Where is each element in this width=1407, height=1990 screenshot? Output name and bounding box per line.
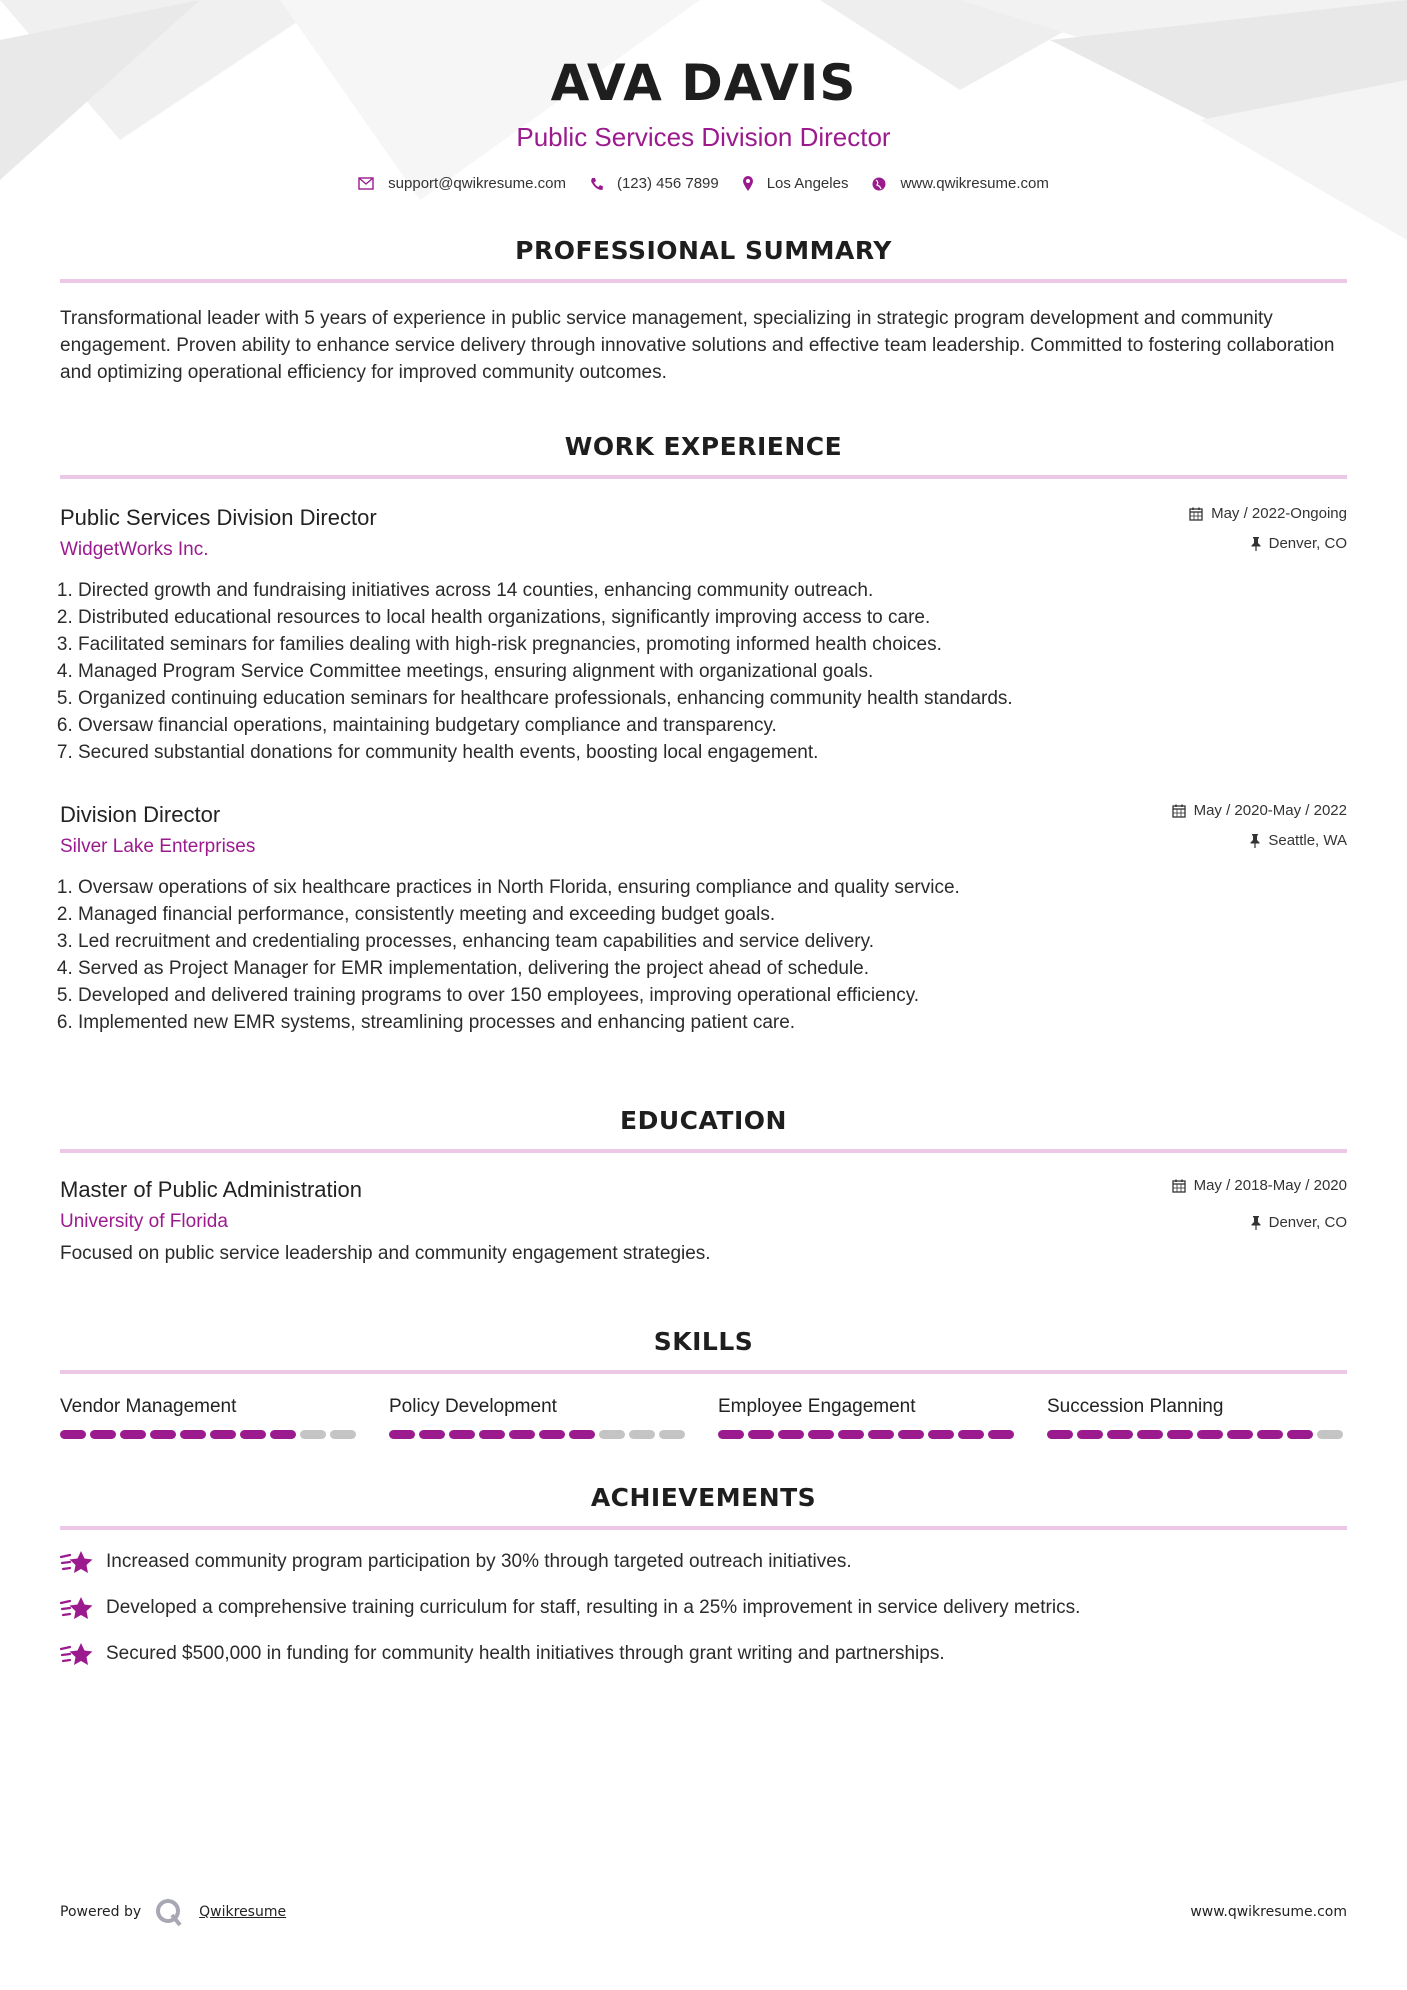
bullet-item: 4. Served as Project Manager for EMR implementation, delivering the project ahead of schedule.: [78, 955, 1347, 982]
bullet-item: 3. Facilitated seminars for families dealing with high-risk pregnancies, promoting informed health choices.: [78, 631, 1347, 658]
achievement-text: Secured $500,000 in funding for community health initiatives through grant writing and partnerships.: [106, 1643, 945, 1664]
candidate-name: AVA DAVIS: [550, 54, 857, 112]
envelope-icon: [358, 177, 374, 190]
skill-item: [60, 1396, 360, 1439]
job-dates: May / 2020-May / 2022: [1193, 802, 1347, 819]
calendar-icon: [1172, 804, 1186, 818]
achievement-item: [60, 1548, 1347, 1576]
skill-dot-filled: [479, 1430, 505, 1439]
page-footer: [60, 1898, 1347, 1926]
contact-email-text: support@qwikresume.com: [388, 175, 566, 192]
education-section: [60, 1106, 1347, 1265]
job-title: Public Services Division Director: [60, 505, 377, 530]
degree-title: Master of Public Administration: [60, 1177, 363, 1202]
section-divider: [60, 279, 1347, 283]
skill-dot-filled: [180, 1430, 206, 1439]
skill-dot-empty: [1317, 1430, 1343, 1439]
shooting-star-icon: [60, 1594, 94, 1622]
skill-name: Vendor Management: [60, 1396, 237, 1417]
skill-dot-filled: [389, 1430, 415, 1439]
skill-dot-filled: [1077, 1430, 1103, 1439]
section-divider: [60, 1370, 1347, 1374]
pushpin-icon: [1251, 1216, 1261, 1230]
skill-dot-filled: [748, 1430, 774, 1439]
powered-by-label: Powered by: [60, 1904, 142, 1920]
contact-email[interactable]: [358, 175, 566, 192]
footer-website-link[interactable]: www.qwikresume.com: [1190, 1904, 1347, 1920]
skill-dot-empty: [330, 1430, 356, 1439]
skill-dot-empty: [629, 1430, 655, 1439]
skill-rating: [60, 1430, 360, 1439]
job-bullets: [60, 874, 1347, 1036]
skill-dot-empty: [599, 1430, 625, 1439]
skills-list: [60, 1396, 1347, 1439]
section-title-education: EDUCATION: [620, 1106, 787, 1135]
skills-section: [60, 1327, 1347, 1439]
education-dates: May / 2018-May / 2020: [1193, 1177, 1347, 1194]
experience-section: [60, 432, 1347, 1036]
bullet-item: 7. Secured substantial donations for community health events, boosting local engagement.: [78, 739, 1347, 766]
qwikresume-logo-icon: [155, 1898, 185, 1926]
globe-icon: [872, 177, 886, 191]
skill-dot-filled: [718, 1430, 744, 1439]
skill-rating: [389, 1430, 689, 1439]
job-entry: [60, 802, 1347, 1036]
pushpin-icon: [1251, 537, 1261, 551]
bullet-item: 1. Oversaw operations of six healthcare practices in North Florida, ensuring compliance and quality service.: [78, 874, 1347, 901]
calendar-icon: [1189, 507, 1203, 521]
skill-item: [718, 1396, 1018, 1439]
achievement-text: Increased community program participation by 30% through targeted outreach initiatives.: [106, 1551, 852, 1572]
skill-dot-filled: [240, 1430, 266, 1439]
skill-dot-filled: [838, 1430, 864, 1439]
skill-item: [1047, 1396, 1347, 1439]
section-divider: [60, 1149, 1347, 1153]
company-name: Silver Lake Enterprises: [60, 836, 256, 857]
contact-bar: [60, 175, 1347, 192]
skill-dot-filled: [868, 1430, 894, 1439]
skill-dot-filled: [270, 1430, 296, 1439]
education-description: Focused on public service leadership and community engagement strategies.: [60, 1243, 711, 1264]
skill-dot-filled: [210, 1430, 236, 1439]
map-marker-icon: [743, 176, 753, 191]
summary-section: [60, 236, 1347, 386]
skill-rating: [718, 1430, 1018, 1439]
education-location: Denver, CO: [1268, 1214, 1347, 1231]
summary-text: Transformational leader with 5 years of experience in public service management, specializing in strategic program development and community engagement. Proven ability to enhance service delivery through innovative solutions and effective team leadership. Committed to fostering collaboration and optimizing operational efficiency for improved community outcomes.: [60, 308, 1335, 383]
job-entry: [60, 505, 1347, 766]
job-bullets: [60, 577, 1347, 766]
job-location: Denver, CO: [1268, 535, 1347, 552]
qwikresume-link[interactable]: Qwikresume: [199, 1904, 287, 1920]
skill-dot-filled: [1047, 1430, 1073, 1439]
bullet-item: 2. Distributed educational resources to local health organizations, significantly improving access to care.: [78, 604, 1347, 631]
phone-icon: [590, 177, 603, 191]
section-title-achievements: ACHIEVEMENTS: [590, 1483, 817, 1512]
bullet-item: 3. Led recruitment and credentialing processes, enhancing team capabilities and service delivery.: [78, 928, 1347, 955]
achievement-item: [60, 1594, 1347, 1622]
contact-phone[interactable]: [590, 175, 719, 192]
section-divider: [60, 475, 1347, 479]
skill-dot-filled: [60, 1430, 86, 1439]
section-title-experience: WORK EXPERIENCE: [564, 432, 843, 461]
achievement-item: [60, 1640, 1347, 1668]
section-title-skills: SKILLS: [653, 1327, 754, 1356]
bullet-item: 1. Directed growth and fundraising initiatives across 14 counties, enhancing community outreach.: [78, 577, 1347, 604]
bullet-item: 5. Developed and delivered training programs to over 150 employees, improving operational efficiency.: [78, 982, 1347, 1009]
skill-name: Employee Engagement: [718, 1396, 916, 1417]
skill-rating: [1047, 1430, 1347, 1439]
skill-dot-filled: [988, 1430, 1014, 1439]
section-divider: [60, 1526, 1347, 1530]
bullet-item: 4. Managed Program Service Committee meetings, ensuring alignment with organizational goals.: [78, 658, 1347, 685]
calendar-icon: [1172, 1179, 1186, 1193]
contact-website-text: www.qwikresume.com: [900, 175, 1049, 192]
skill-dot-filled: [1227, 1430, 1253, 1439]
skill-dot-filled: [1167, 1430, 1193, 1439]
skill-dot-filled: [150, 1430, 176, 1439]
skill-dot-filled: [1287, 1430, 1313, 1439]
skill-dot-filled: [1197, 1430, 1223, 1439]
skill-dot-filled: [569, 1430, 595, 1439]
skill-dot-filled: [898, 1430, 924, 1439]
skill-dot-filled: [1257, 1430, 1283, 1439]
shooting-star-icon: [60, 1640, 94, 1668]
skill-dot-filled: [539, 1430, 565, 1439]
education-entry: [60, 1177, 1347, 1265]
achievement-text: Developed a comprehensive training curriculum for staff, resulting in a 25% improvement in service delivery metrics.: [106, 1597, 1081, 1618]
contact-location: [743, 175, 849, 192]
resume-header: [60, 0, 1347, 192]
skill-dot-filled: [449, 1430, 475, 1439]
contact-website[interactable]: [872, 175, 1048, 192]
skill-item: [389, 1396, 689, 1439]
contact-location-text: Los Angeles: [766, 175, 849, 192]
candidate-role: Public Services Division Director: [516, 122, 891, 152]
pushpin-icon: [1250, 834, 1260, 848]
job-dates: May / 2022-Ongoing: [1211, 505, 1347, 522]
skill-dot-empty: [659, 1430, 685, 1439]
skill-dot-filled: [120, 1430, 146, 1439]
skill-dot-filled: [808, 1430, 834, 1439]
job-title: Division Director: [60, 802, 221, 827]
skill-dot-filled: [1107, 1430, 1133, 1439]
skill-name: Succession Planning: [1047, 1396, 1224, 1417]
skill-dot-empty: [300, 1430, 326, 1439]
skill-dot-filled: [509, 1430, 535, 1439]
skill-dot-filled: [958, 1430, 984, 1439]
bullet-item: 6. Implemented new EMR systems, streamlining processes and enhancing patient care.: [78, 1009, 1347, 1036]
skill-dot-filled: [928, 1430, 954, 1439]
bullet-item: 6. Oversaw financial operations, maintaining budgetary compliance and transparency.: [78, 712, 1347, 739]
achievements-section: [60, 1483, 1347, 1668]
bullet-item: 5. Organized continuing education seminars for healthcare professionals, enhancing community health standards.: [78, 685, 1347, 712]
contact-phone-text: (123) 456 7899: [616, 175, 719, 192]
skill-dot-filled: [419, 1430, 445, 1439]
skill-dot-filled: [90, 1430, 116, 1439]
skill-name: Policy Development: [389, 1396, 557, 1417]
company-name: WidgetWorks Inc.: [60, 539, 209, 560]
section-title-summary: PROFESSIONAL SUMMARY: [515, 236, 892, 265]
job-location: Seattle, WA: [1268, 832, 1347, 849]
school-name: University of Florida: [60, 1211, 228, 1232]
bullet-item: 2. Managed financial performance, consistently meeting and exceeding budget goals.: [78, 901, 1347, 928]
skill-dot-filled: [1137, 1430, 1163, 1439]
skill-dot-filled: [778, 1430, 804, 1439]
shooting-star-icon: [60, 1548, 94, 1576]
